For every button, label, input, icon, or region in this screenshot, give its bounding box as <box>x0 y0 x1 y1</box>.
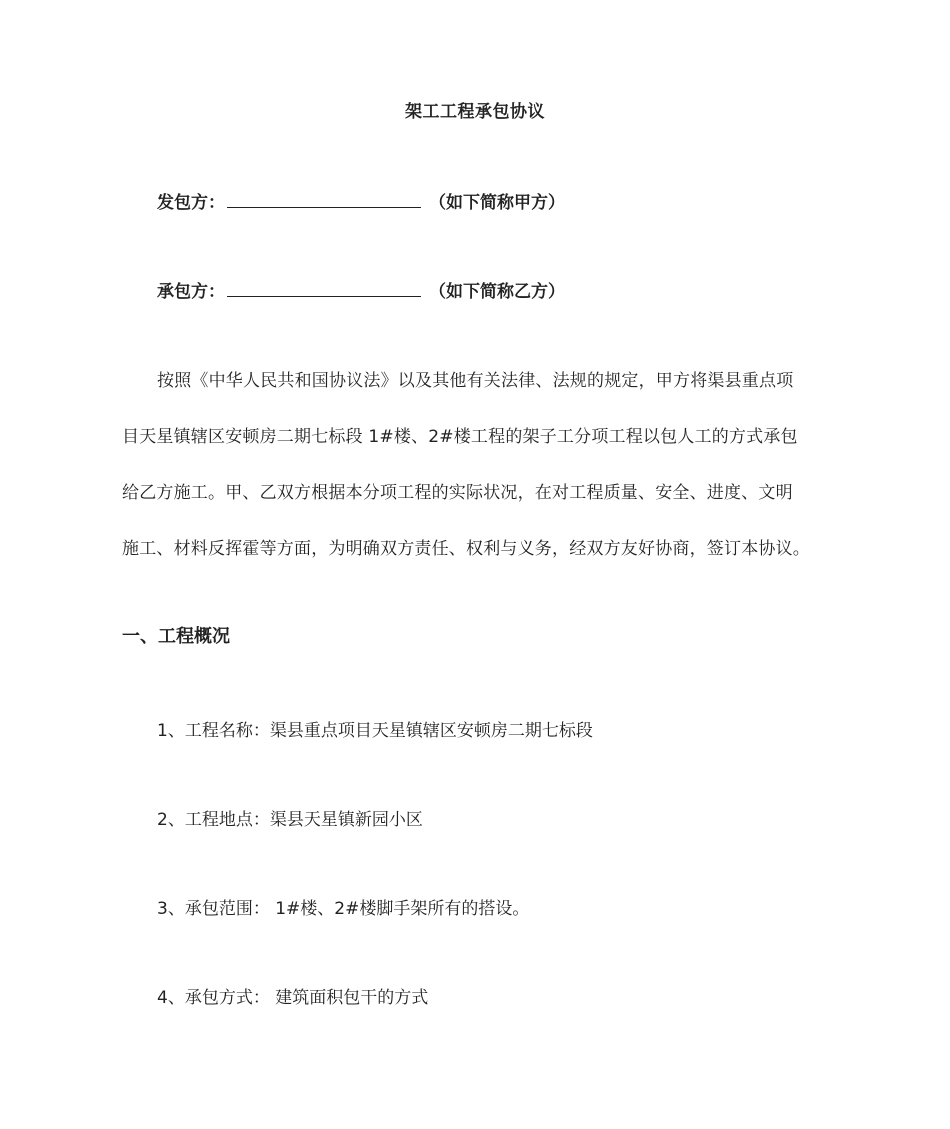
list-item: 4、承包方式： 建筑面积包干的方式 <box>157 988 429 1008</box>
document-title: 架工工程承包协议 <box>405 102 545 122</box>
intro-line: 目天星镇辖区安顿房二期七标段 1#楼、2#楼工程的架子工分项工程以包人工的方式承包 <box>122 427 798 447</box>
list-item: 1、工程名称：渠县重点项目天星镇辖区安顿房二期七标段 <box>157 721 593 741</box>
list-item: 3、承包范围： 1#楼、2#楼脚手架所有的搭设。 <box>157 899 530 919</box>
employer-note: （如下简称甲方） <box>429 193 565 213</box>
contractor-line <box>157 277 565 302</box>
contractor-blank <box>227 281 421 297</box>
intro-line: 按照《中华人民共和国协议法》以及其他有关法律、法规的规定，甲方将渠县重点项 <box>157 371 794 391</box>
contractor-note: （如下简称乙方） <box>429 282 565 302</box>
employer-blank <box>227 192 421 208</box>
intro-line: 施工、材料反挥霍等方面，为明确双方责任、权利与义务，经双方友好协商，签订本协议。 <box>122 539 810 559</box>
employer-label: 发包方： <box>157 193 225 213</box>
employer-line <box>157 188 565 213</box>
intro-line: 给乙方施工。甲、乙双方根据本分项工程的实际状况，在对工程质量、安全、进度、文明 <box>122 483 793 503</box>
list-item: 2、工程地点：渠县天星镇新园小区 <box>157 810 423 830</box>
section-heading: 一、工程概况 <box>122 626 230 647</box>
contractor-label: 承包方： <box>157 282 225 302</box>
